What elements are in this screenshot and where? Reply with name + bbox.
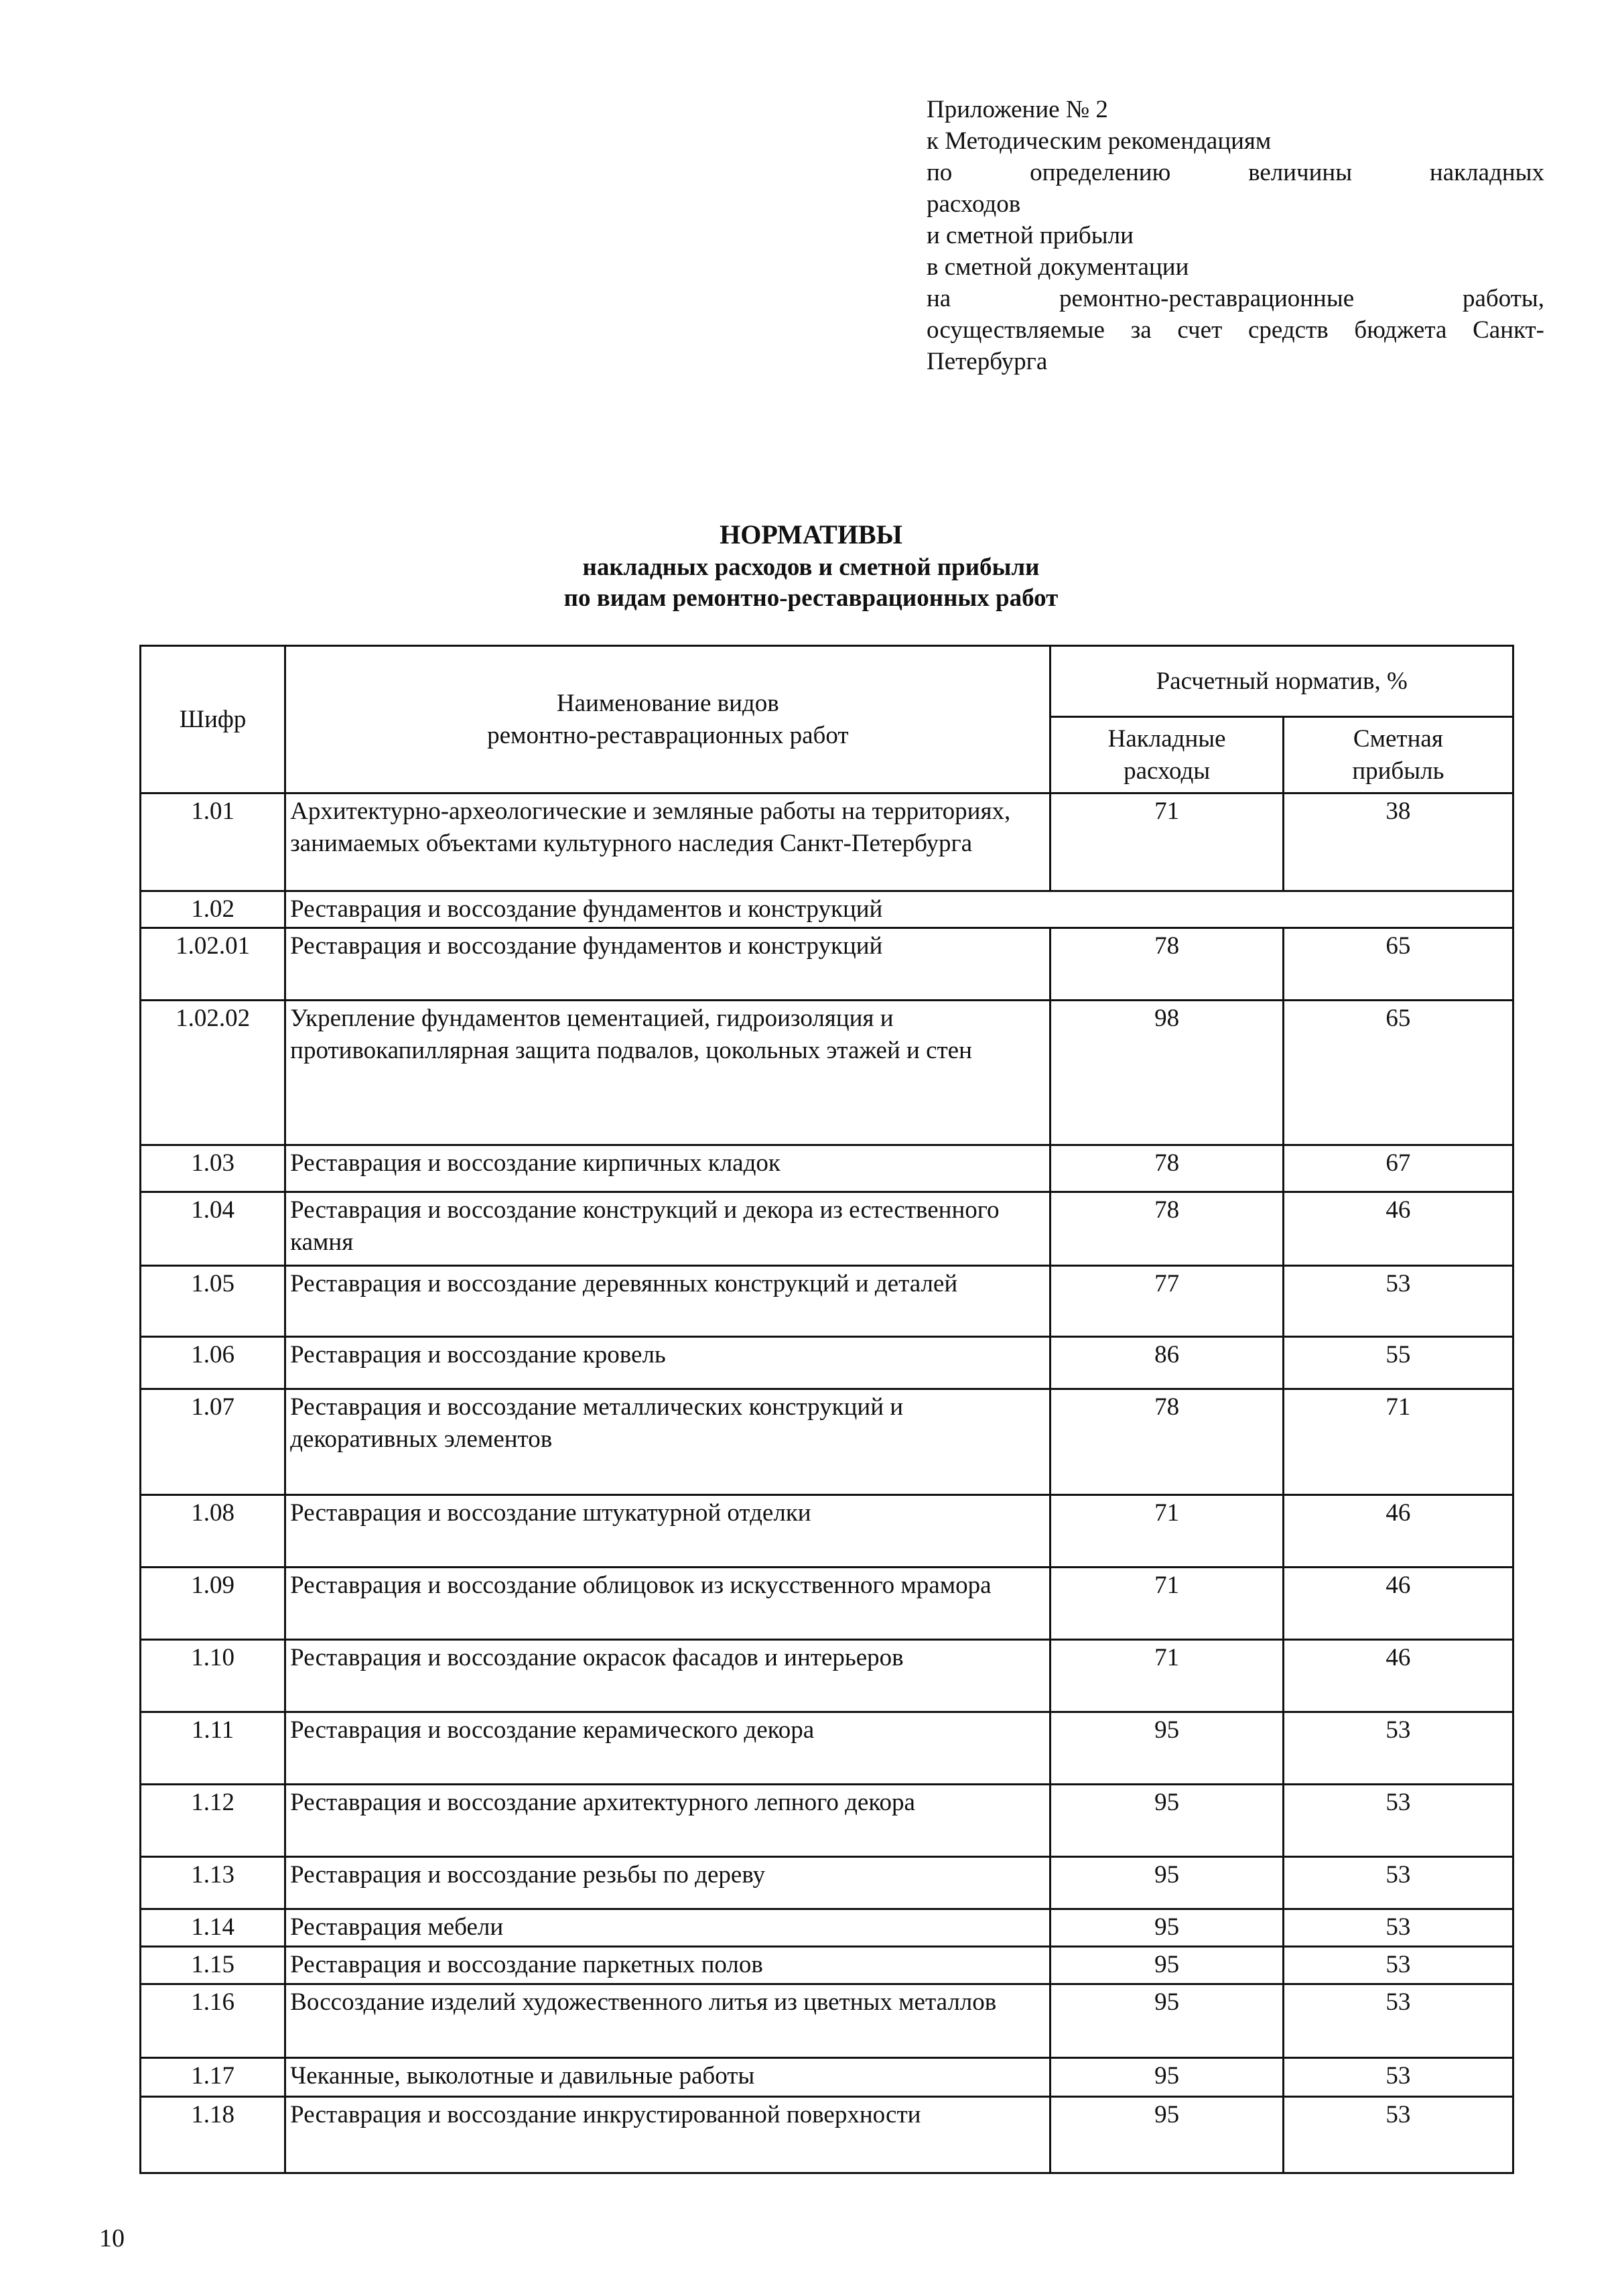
row-name: Воссоздание изделий художественного литья из цветных металлов xyxy=(285,1984,1051,2058)
table-row xyxy=(141,928,1513,1001)
row-profit: 65 xyxy=(1283,1001,1513,1145)
row-code: 1.08 xyxy=(141,1495,285,1568)
row-name: Реставрация и воссоздание штукатурной отделки xyxy=(285,1495,1051,1568)
table-row xyxy=(141,2058,1513,2097)
table-row xyxy=(141,1145,1513,1192)
row-code: 1.05 xyxy=(141,1266,285,1337)
row-profit: 67 xyxy=(1283,1145,1513,1192)
table-row xyxy=(141,1785,1513,1857)
row-code: 1.11 xyxy=(141,1712,285,1785)
document-title: НОРМАТИВЫ xyxy=(720,519,902,550)
row-overhead: 95 xyxy=(1051,2058,1283,2097)
row-code: 1.12 xyxy=(141,1785,285,1857)
document-subtitle: по видам ремонтно-реставрационных работ xyxy=(563,584,1059,612)
appendix-line: по определению величины накладных xyxy=(927,159,1544,186)
row-name: Реставрация и воссоздание фундаментов и конструкций xyxy=(285,891,1513,928)
table-row xyxy=(141,1495,1513,1568)
table-row xyxy=(141,891,1513,928)
row-code: 1.01 xyxy=(141,793,285,891)
document-subtitle: накладных расходов и сметной прибыли xyxy=(582,554,1040,581)
row-code: 1.02 xyxy=(141,891,285,928)
row-code: 1.15 xyxy=(141,1947,285,1984)
row-profit: 46 xyxy=(1283,1568,1513,1640)
table-row xyxy=(141,1909,1513,1947)
row-profit: 53 xyxy=(1283,2097,1513,2173)
appendix-line: осуществляемые за счет средств бюджета Санкт- xyxy=(927,316,1544,344)
row-name: Реставрация и воссоздание облицовок из искусственного мрамора xyxy=(285,1568,1051,1640)
row-profit: 46 xyxy=(1283,1495,1513,1568)
row-code: 1.14 xyxy=(141,1909,285,1947)
row-overhead: 78 xyxy=(1051,1145,1283,1192)
row-profit: 53 xyxy=(1283,1785,1513,1857)
row-profit: 53 xyxy=(1283,1984,1513,2058)
table-row xyxy=(141,1857,1513,1909)
header-overhead-line: Накладные xyxy=(1107,724,1226,753)
row-name: Реставрация и воссоздание окрасок фасадов и интерьеров xyxy=(285,1640,1051,1712)
table-row xyxy=(141,1712,1513,1785)
row-name: Реставрация мебели xyxy=(285,1909,1051,1947)
table-row xyxy=(141,1640,1513,1712)
row-name: Реставрация и воссоздание резьбы по дереву xyxy=(285,1857,1051,1909)
row-overhead: 78 xyxy=(1051,928,1283,1001)
row-code: 1.07 xyxy=(141,1389,285,1495)
row-code: 1.02.02 xyxy=(141,1001,285,1145)
row-code: 1.18 xyxy=(141,2097,285,2173)
row-code: 1.10 xyxy=(141,1640,285,1712)
header-profit-line: Сметная xyxy=(1353,724,1443,753)
row-code: 1.16 xyxy=(141,1984,285,2058)
table-row xyxy=(141,1001,1513,1145)
header-norm: Расчетный норматив, % xyxy=(1051,646,1513,717)
row-code: 1.09 xyxy=(141,1568,285,1640)
row-overhead: 71 xyxy=(1051,1568,1283,1640)
row-overhead: 95 xyxy=(1051,1785,1283,1857)
appendix-line: расходов xyxy=(927,190,1021,218)
row-profit: 53 xyxy=(1283,1857,1513,1909)
row-overhead: 71 xyxy=(1051,1495,1283,1568)
appendix-line: и сметной прибыли xyxy=(927,222,1134,249)
header-name-line: ремонтно-реставрационных работ xyxy=(487,721,849,749)
appendix-line: Петербурга xyxy=(927,348,1048,375)
row-overhead: 71 xyxy=(1051,1640,1283,1712)
row-code: 1.02.01 xyxy=(141,928,285,1001)
row-name: Реставрация и воссоздание фундаментов и конструкций xyxy=(285,928,1051,1001)
row-name: Реставрация и воссоздание архитектурного лепного декора xyxy=(285,1785,1051,1857)
row-overhead: 77 xyxy=(1051,1266,1283,1337)
row-name: Реставрация и воссоздание кровель xyxy=(285,1337,1051,1389)
row-name: Укрепление фундаментов цементацией, гидроизоляция и противокапиллярная защита подвалов, цокольных этажей и стен xyxy=(285,1001,1051,1145)
row-profit: 71 xyxy=(1283,1389,1513,1495)
row-profit: 65 xyxy=(1283,928,1513,1001)
appendix-line: к Методическим рекомендациям xyxy=(927,127,1272,155)
row-profit: 53 xyxy=(1283,1947,1513,1984)
row-profit: 55 xyxy=(1283,1337,1513,1389)
row-overhead: 71 xyxy=(1051,793,1283,891)
appendix-note xyxy=(927,94,1544,377)
table-row xyxy=(141,1568,1513,1640)
row-overhead: 95 xyxy=(1051,1857,1283,1909)
row-overhead: 86 xyxy=(1051,1337,1283,1389)
header-profit-line: прибыль xyxy=(1352,757,1444,785)
row-overhead: 95 xyxy=(1051,1984,1283,2058)
row-overhead: 95 xyxy=(1051,1909,1283,1947)
header-name xyxy=(285,646,1051,793)
table-row xyxy=(141,2097,1513,2173)
row-code: 1.17 xyxy=(141,2058,285,2097)
row-overhead: 98 xyxy=(1051,1001,1283,1145)
header-profit xyxy=(1283,717,1513,793)
row-code: 1.03 xyxy=(141,1145,285,1192)
table-row xyxy=(141,1337,1513,1389)
row-code: 1.13 xyxy=(141,1857,285,1909)
row-name: Реставрация и воссоздание паркетных полов xyxy=(285,1947,1051,1984)
row-name: Реставрация и воссоздание конструкций и декора из естественного камня xyxy=(285,1192,1051,1266)
header-name-line: Наименование видов xyxy=(556,689,779,717)
row-name: Реставрация и воссоздание металлических конструкций и декоративных элементов xyxy=(285,1389,1051,1495)
table-row xyxy=(141,1389,1513,1495)
row-name: Реставрация и воссоздание деревянных конструкций и деталей xyxy=(285,1266,1051,1337)
row-name: Чеканные, выколотные и давильные работы xyxy=(285,2058,1051,2097)
table-row xyxy=(141,1984,1513,2058)
row-name: Архитектурно-археологические и земляные работы на территориях, занимаемых объектами культурного наследия Санкт-Петербурга xyxy=(285,793,1051,891)
page-number: 10 xyxy=(99,2224,125,2252)
row-profit: 46 xyxy=(1283,1192,1513,1266)
row-name: Реставрация и воссоздание керамического декора xyxy=(285,1712,1051,1785)
header-overhead-line: расходы xyxy=(1124,757,1211,785)
appendix-line: в сметной документации xyxy=(927,253,1189,281)
row-code: 1.04 xyxy=(141,1192,285,1266)
table-row xyxy=(141,1947,1513,1984)
row-code: 1.06 xyxy=(141,1337,285,1389)
row-profit: 46 xyxy=(1283,1640,1513,1712)
row-profit: 53 xyxy=(1283,1266,1513,1337)
appendix-line: на ремонтно-реставрационные работы, xyxy=(927,285,1544,312)
row-overhead: 78 xyxy=(1051,1192,1283,1266)
row-overhead: 95 xyxy=(1051,1712,1283,1785)
row-profit: 53 xyxy=(1283,1909,1513,1947)
row-profit: 53 xyxy=(1283,1712,1513,1785)
row-name: Реставрация и воссоздание инкрустированной поверхности xyxy=(285,2097,1051,2173)
row-name: Реставрация и воссоздание кирпичных кладок xyxy=(285,1145,1051,1192)
row-overhead: 95 xyxy=(1051,2097,1283,2173)
header-overhead xyxy=(1051,717,1283,793)
header-code: Шифр xyxy=(141,646,285,793)
document-heading xyxy=(0,517,1622,614)
row-overhead: 95 xyxy=(1051,1947,1283,1984)
row-overhead: 78 xyxy=(1051,1389,1283,1495)
table-row xyxy=(141,793,1513,891)
row-profit: 53 xyxy=(1283,2058,1513,2097)
norms-table xyxy=(139,645,1514,2174)
appendix-line: Приложение № 2 xyxy=(927,96,1108,123)
table-row xyxy=(141,1192,1513,1266)
table-row xyxy=(141,1266,1513,1337)
row-profit: 38 xyxy=(1283,793,1513,891)
